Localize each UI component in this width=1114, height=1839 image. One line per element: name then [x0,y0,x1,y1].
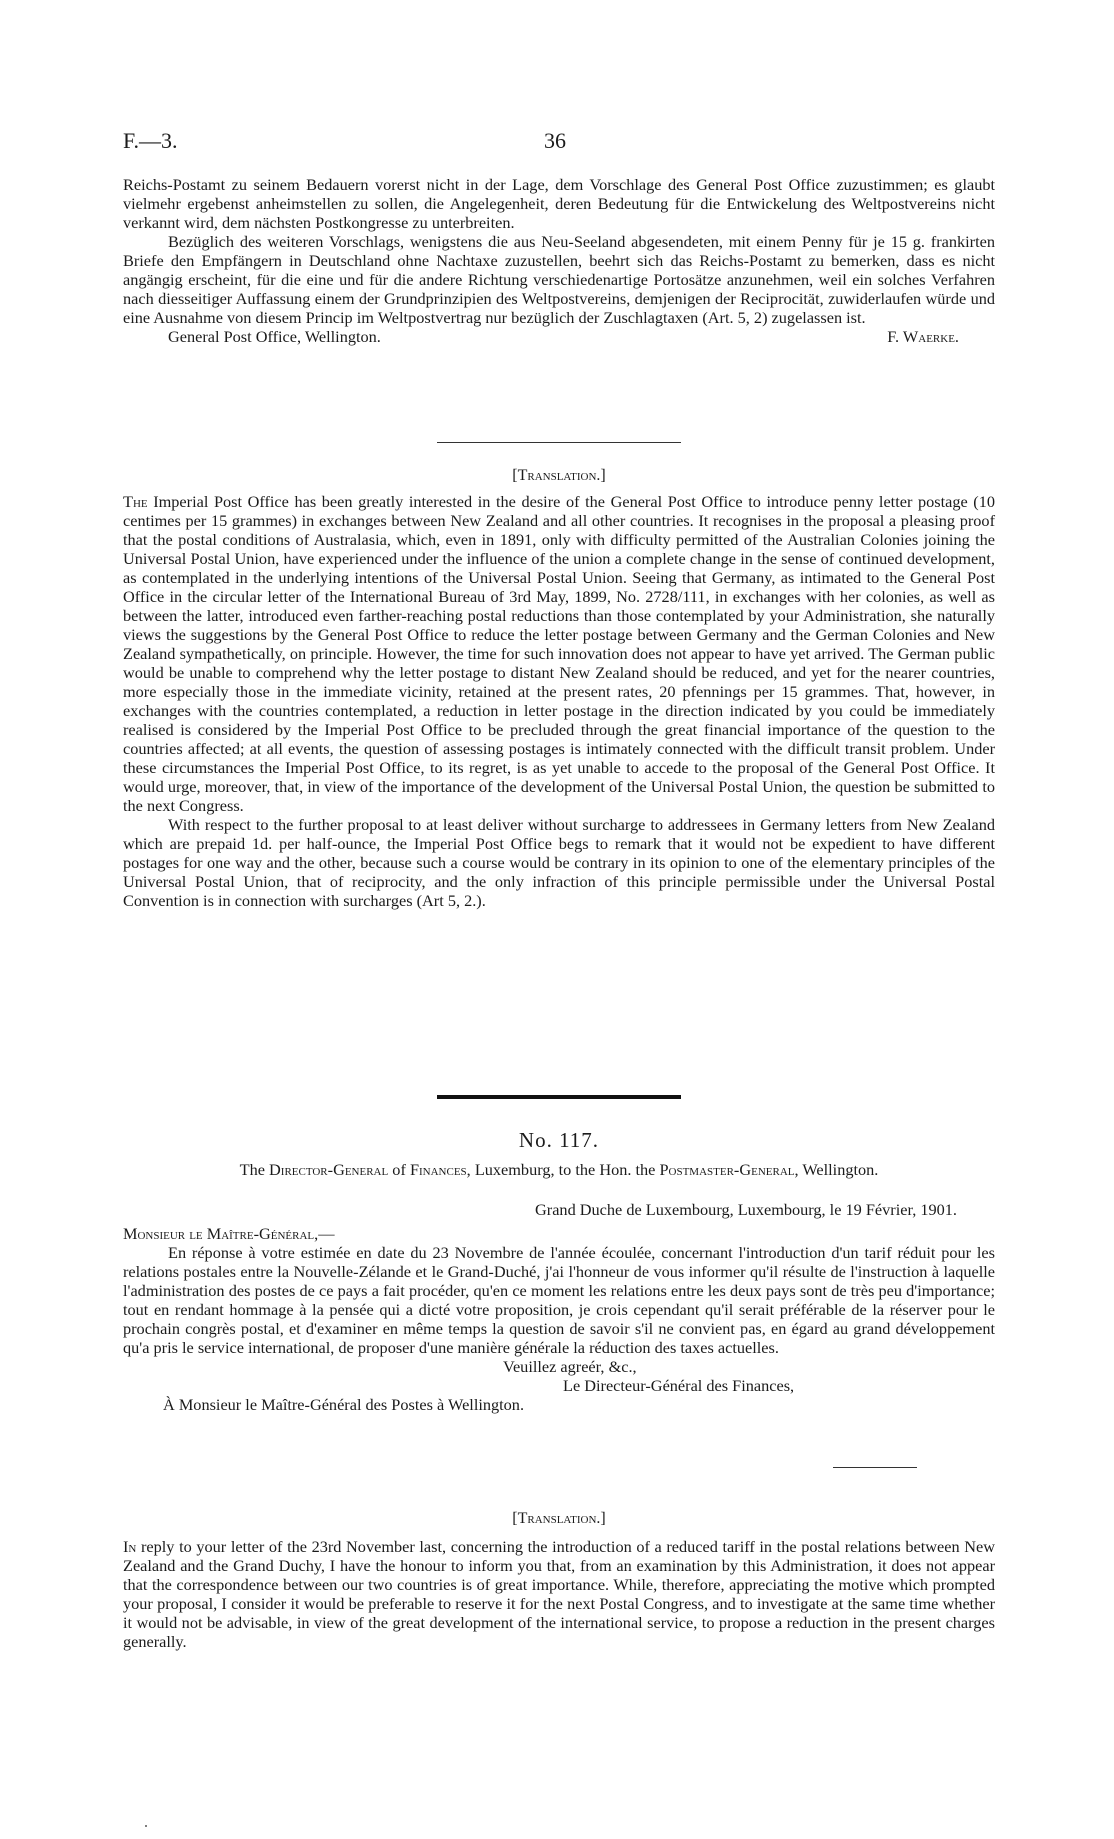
translation-heading-2: [Translation.] [512,1510,606,1527]
address-to-title: Postmaster-General [659,1160,795,1179]
translation-1-section [123,492,995,910]
address-middle: , Luxemburg, to the Hon. the [466,1160,656,1179]
german-section [123,175,995,346]
letter-dateline: Grand Duche de Luxembourg, Luxembourg, le 19 Février, 1901. [535,1200,957,1219]
document-reference: F.—3. [123,128,178,153]
letter-body: En réponse à votre estimée en date du 23 Novembre de l'année écoulée, concernant l'introduction d'un tarif réduit pour les relations postales entre la Nouvelle-Zélande et le Grand-Duché, j'ai l'honneur de vous informer qu'il résulte de l'instruction à laquelle l'administration des postes de ce pays a fait procéder, qu'en ce moment les relations entre les deux pays sont de très peu d'importance; tout en rendant hommage à la pensée qui a dicté votre proposition, je crois cependant qu'il serait préférable de la réserver pour le prochain congrès postal, et d'examiner en même temps la question de savoir s'il ne convient pas, en égard au grand développement qu'a pris le service international, de proposer d'une manière générale la réduction des taxes actuelles. [123,1243,995,1357]
letter-signature: Le Directeur-Général des Finances, [563,1376,795,1395]
letter-addressee: À Monsieur le Maître-Général des Postes à Wellington. [163,1395,525,1414]
german-sign-place: General Post Office, Wellington. [168,327,381,346]
section-divider [437,442,681,443]
letter-number: No. 117. [518,1128,600,1152]
german-paragraph-1: Reichs-Postamt zu seinem Bedauern vorerst nicht in der Lage, dem Vorschlage des General Post Office zuzustimmen; es glaubt vielmehr ergebenst anheimstellen zu sollen, die Angelegenheit, deren Bedeutung für die Entwickelung des Weltpostvereins nicht verkannt wird, dem nächsten Postkongresse zu unterbreiten. [123,175,995,232]
translation-1-paragraph-2: With respect to the further proposal to at least deliver without surcharge to addressees in Germany letters from New Zealand which are prepaid 1d. per half-ounce, the Imperial Post Office begs to remark that it would not be expedient to have different postages for one way and the other, because such a course would be contrary in its opinion to one of the elementary principles of the Universal Postal Union, that of reciprocity, and the only infraction of this principle permissible under the Universal Postal Convention is in connection with surcharges (Art 5, 2.). [123,815,995,910]
german-signature-line [123,327,995,346]
german-sign-name: F. Waerke. [887,327,959,346]
letter-body-section [123,1224,995,1414]
address-from-dept: Finances [409,1160,467,1179]
translation-2-lead-word: In [123,1537,137,1556]
letter-salutation: Monsieur le Maître-Général,— [123,1224,335,1243]
translation-2-paragraph [123,1537,995,1651]
address-to-place: , Wellington. [794,1160,879,1179]
translation-2-section [123,1537,995,1651]
address-of: of [392,1160,406,1179]
page-header [123,128,991,158]
translation-1-lead-word: The [123,492,148,511]
translation-1-paragraph-1-text: Imperial Post Office has been greatly interested in the desire of the General Post Office to introduce penny letter postage (10 centimes per 15 grammes) in exchanges between New Zealand and all other countries. It recognises in the proposal a pleasing proof that the postal conditions of Australasia, which, even in 1891, only with difficulty permitted of the Australian Colonies joining the Universal Postal Union, have experienced under the influence of the union a complete change in the sense of continued development, as contemplated in the underlying intentions of the Universal Postal Union. Seeing that Germany, as intimated to the General Post Office in the circular letter of the International Bureau of 3rd May, 1899, No. 2728/111, in exchanges with her colonies, as well as between the latter, introduced even farther-reaching postal reductions than those contemplated by your Administration, she naturally views the suggestions by the General Post Office to reduce the letter postage between Germany and the German Colonies and New Zealand sympathetically, on principle. However, the time for such innovation does not appear to have yet arrived. The German public would be unable to comprehend why the letter postage to distant New Zealand should be reduced, and yet for the nearer countries, more especially those in the immediate vicinity, retained at the present rates, 20 pfennings per 15 grammes. That, however, in exchanges with the countries contemplated, a reduction in letter postage in the direction indicated by you could be immediately realised is considered by the Imperial Post Office to be precluded through the great financial importance of the question to the countries affected; at all events, the question of assessing postages is intimately connected with the difficult transit problem. Under these circumstances the Imperial Post Office, to its regret, is as yet unable to accede to the proposal of the General Post Office. It would urge, moreover, that, in view of the importance of the development of the Universal Postal Union, the question be submitted to the next Congress. [123,492,995,815]
german-paragraph-2: Bezüglich des weiteren Vorschlags, wenigstens die aus Neu-Seeland abgesendeten, mit einem Penny für je 15 g. frankirten Briefe den Empfängern in Deutschland ohne Nachtaxe zuzustellen, beehrt sich das Reichs-Postamt zu bemerken, dass es nicht angängig erscheint, für die eine und für die andere Richtung verschiedenartige Portosätze anzunehmen, weil ein solches Verfahren nach diesseitiger Auffassung einem der Grundprinzipien des Weltpostvereins, demjenigen der Reciprocität, zuwiderlaufen würde und eine Ausnahme von diesem Princip im Weltpostvertrag nur bezüglich der Zuschlagtaxen (Art. 5, 2) zugelassen ist. [123,232,995,327]
page-number: 36 [544,128,566,153]
address-from-title: Director-General [269,1160,389,1179]
letter-divider [437,1095,681,1099]
letter-end-rule [833,1467,917,1468]
print-speck [145,1825,147,1827]
address-the: The [239,1160,265,1179]
translation-heading-1: [Translation.] [512,467,606,484]
translation-2-text: reply to your letter of the 23rd November last, concerning the introduction of a reduced tariff in the postal relations between New Zealand and the Grand Duchy, I have the honour to inform you that, from an examination by this Administration, it does not appear that the correspondence between our two countries is of great importance. While, therefore, appreciating the motive which prompted your proposal, I consider it would be preferable to reserve it for the next Postal Congress, and to investigate at the same time whether it would not be advisable, in view of the great development of the international service, to propose a reduction in the present charges generally. [123,1537,995,1651]
letter-closing: Veuillez agreér, &c., [503,1357,637,1376]
letter-address [123,1160,995,1179]
translation-1-paragraph-1 [123,492,995,815]
